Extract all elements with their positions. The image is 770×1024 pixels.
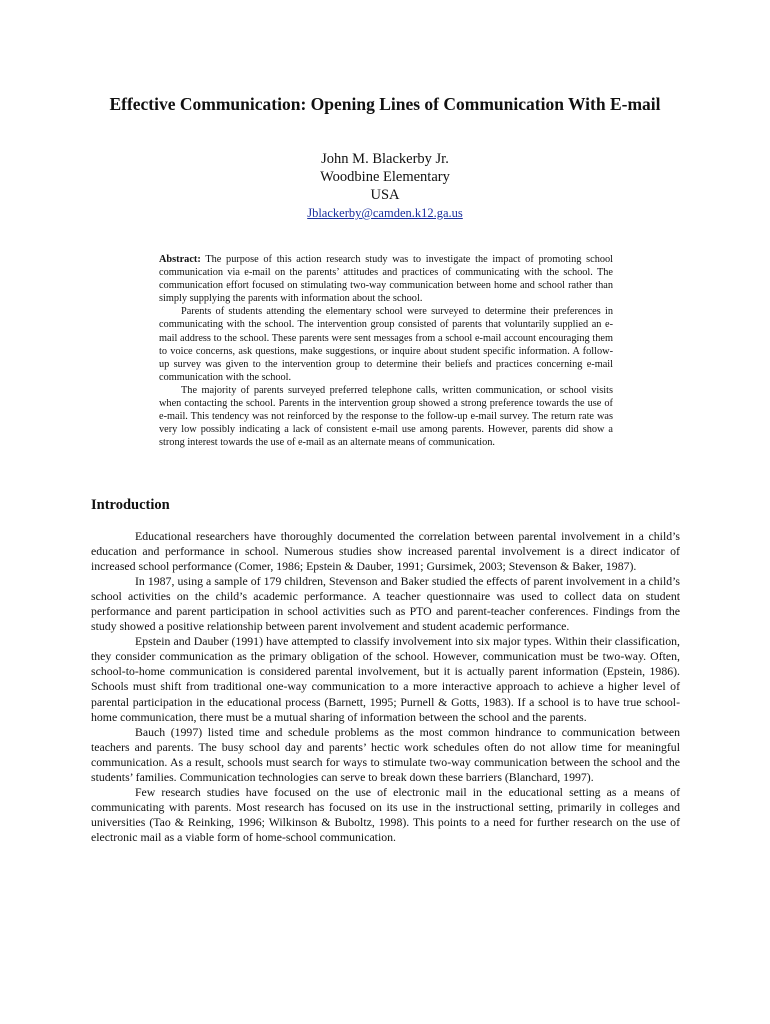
body-paragraph: Educational researchers have thoroughly documented the correlation between parental involvement in a child’s education and performance in school. Numerous studies show increased parental involvement is a direct indicator of increased school performance (Comer, 1986; Epstein & Dauber, 1991; Gursimek, 2003; Stevenson & Baker, 1987). [91, 529, 680, 574]
body-paragraph: Few research studies have focused on the use of electronic mail in the educational setting as a means of communicating with parents. Most research has focused on its use in the instructional setting, primarily in colleges and universities (Tao & Reinking, 1996; Wilkinson & Buboltz, 1998). This points to a need for further research on the use of electronic mail as a viable form of home-school communication. [91, 784, 680, 844]
introduction-body [91, 529, 680, 845]
author-affiliation: Woodbine Elementary [320, 169, 450, 185]
author-name: John M. Blackerby Jr. [321, 151, 449, 167]
author-country: USA [370, 187, 400, 203]
body-paragraph: In 1987, using a sample of 179 children, Stevenson and Baker studied the effects of parent involvement in a child’s school activities on the child’s academic performance. A teacher questionnaire was used to collect data on student performance and parent participation in school activities such as PTO and parent-teacher conferences. Findings from the study showed a positive relationship between parent involvement and student academic performance. [91, 574, 680, 634]
paper-title: Effective Communication: Opening Lines of Communication With E-mail [109, 94, 661, 114]
body-paragraph: Bauch (1997) listed time and schedule problems as the most common hindrance to communication between teachers and parents. The busy school day and parents’ hectic work schedules often do not allow time for meaningful communication. As a result, schools must search for ways to stimulate two-way communication between the school and the students’ families. Communication technologies can serve to break down these barriers (Blanchard, 1997). [91, 724, 680, 784]
author-email-link[interactable]: Jblackerby@camden.k12.ga.us [307, 206, 463, 220]
section-heading-introduction: Introduction [91, 497, 170, 513]
body-paragraph: Epstein and Dauber (1991) have attempted to classify involvement into six major types. Within their classification, they consider communication as the primary obligation of the school. However, communication must be two-way. Often, school-to-home communication is considered parental involvement, but it is actually parent information (Epstein, 1986). Schools must shift from traditional one-way communication to a more interactive approach to achieve a higher level of parental participation in the educational process (Barnett, 1995; Purnell & Gotts, 1983). If a school is to have true school-home communication, there must be a mutual sharing of information between the school and the parents. [91, 634, 680, 724]
abstract-paragraph-2: Parents of students attending the elementary school were surveyed to determine their preferences in communicating with the school. The intervention group consisted of parents that voluntarily supplied an e-mail address to the school. These parents were sent messages from a school e-mail account encouraging them to voice concerns, ask questions, make suggestions, or inquire about student specific information. A follow-up survey was given to the intervention group to determine their beliefs and practices concerning e-mail communication with the school. [159, 306, 613, 383]
abstract-text: The purpose of this action research study was to investigate the impact of promoting school communication via e-mail on the parents’ attitudes and practices of communicating with the school. The communication effort focused on stimulating two-way communication between home and school rather than simply supplying the parents with information about the school. [159, 254, 614, 305]
author-block [0, 150, 770, 222]
abstract-paragraph-3: The majority of parents surveyed preferred telephone calls, written communication, or school visits when contacting the school. Parents in the intervention group showed a strong preference towards the use of e-mail. This tendency was not reinforced by the response to the follow-up e-mail survey. The return rate was very low possibly indicating a lack of consistent e-mail use among parents. However, parents did show a strong interest towards the use of e-mail as an alternate means of communication. [159, 384, 613, 449]
abstract-paragraph-1 [159, 253, 613, 305]
abstract-label: Abstract: [159, 254, 201, 265]
abstract [159, 253, 613, 449]
